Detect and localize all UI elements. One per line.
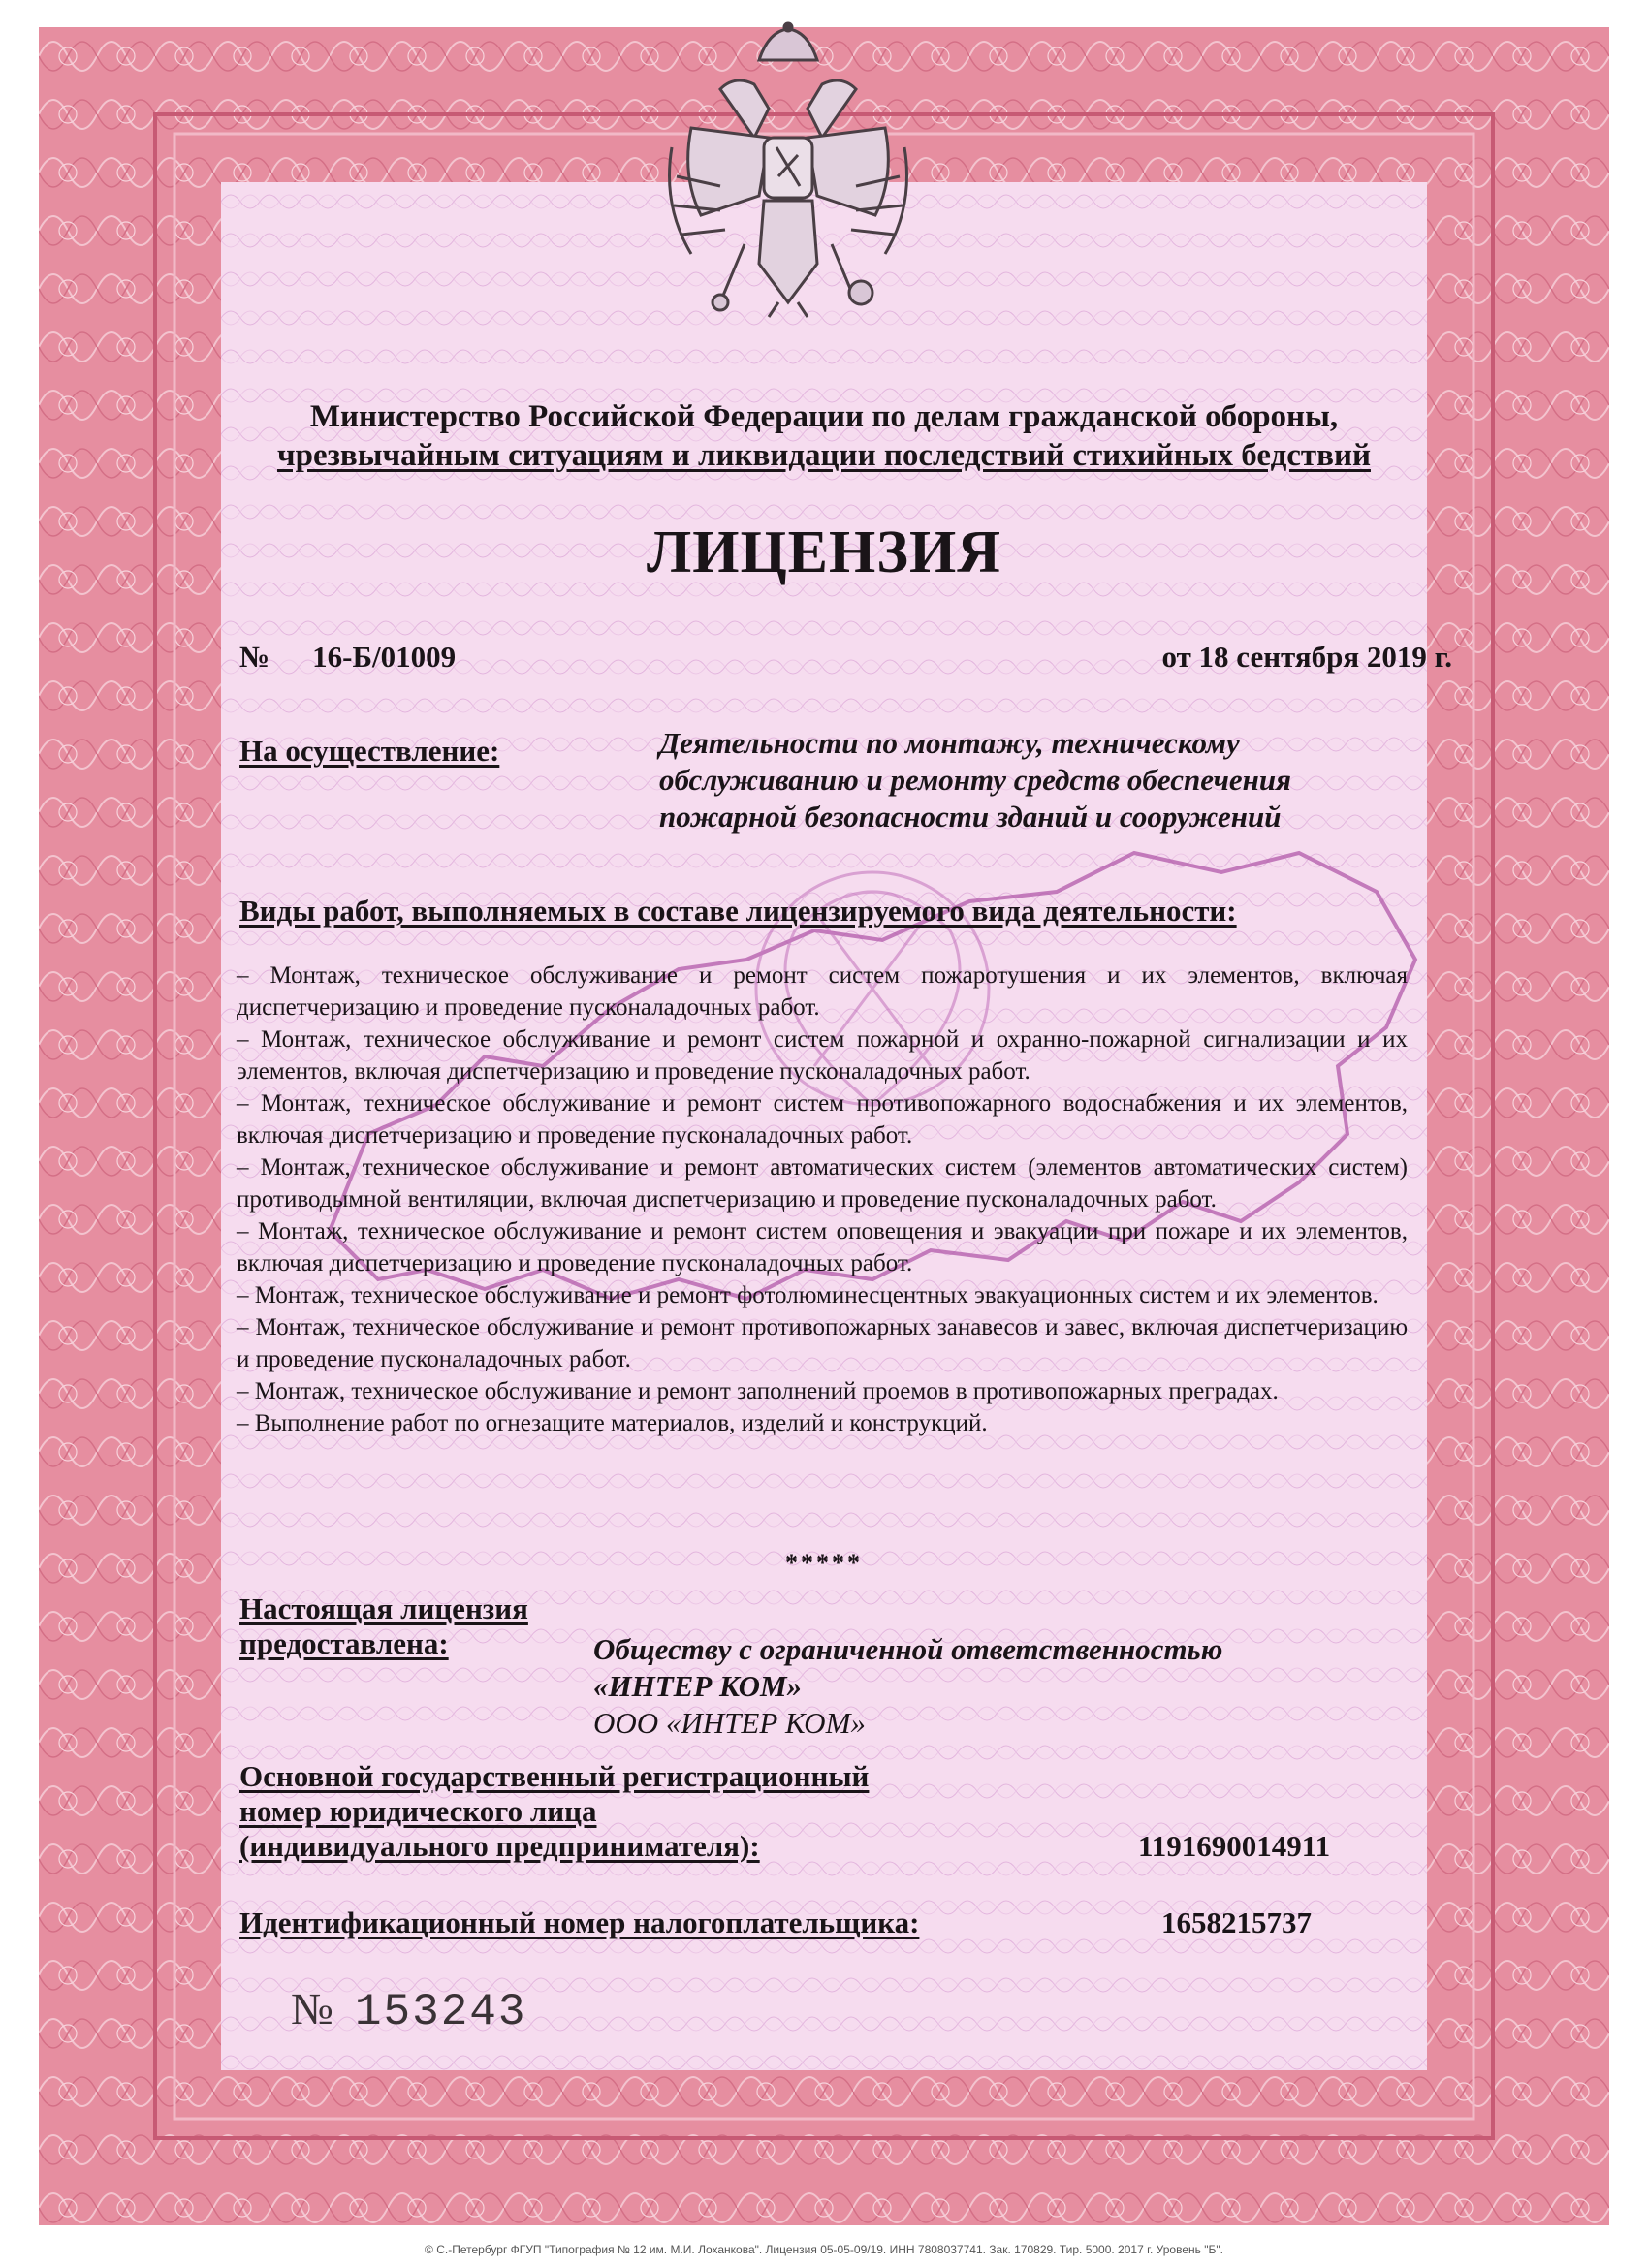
holder-full-name: Обществу с ограниченной ответственностью — [593, 1632, 1223, 1666]
work-item: – Монтаж, техническое обслуживание и ремонт заполнений проемов в противопожарных преградах. — [237, 1378, 1279, 1404]
granted-label — [239, 1591, 528, 1661]
blank-serial-number — [291, 1983, 527, 2037]
ministry-line-1: Министерство Российской Федерации по делам гражданской обороны, — [309, 399, 1339, 434]
purpose-text — [659, 725, 1396, 835]
number-sign: № — [239, 640, 270, 674]
ministry-line-2: чрезвычайным ситуациям и ликвидации последствий стихийных бедствий — [277, 438, 1371, 473]
granted-label-line: Настоящая лицензия — [239, 1591, 528, 1625]
ogrn-label-line: Основной государственный регистрационный — [239, 1759, 870, 1793]
granted-label-line: предоставлена: — [239, 1626, 449, 1660]
inn-label: Идентификационный номер налогоплательщика: — [239, 1906, 920, 1939]
serial-value: 153243 — [354, 1987, 527, 2037]
holder-short-name: ООО «ИНТЕР КОМ» — [593, 1706, 866, 1740]
work-item: – Монтаж, техническое обслуживание и ремонт автоматических систем (элементов автоматических систем) противодымной вентиляции, включая диспетчеризацию и проведение пусконаладочных работ. — [237, 1154, 1408, 1213]
purpose-line: Деятельности по монтажу, техническому — [659, 726, 1240, 760]
ministry-header — [242, 397, 1406, 475]
work-item: – Монтаж, техническое обслуживание и ремонт систем пожарной и охранно-пожарной сигнализации и их элементов, включая диспетчеризацию и проведение пусконаладочных работ. — [237, 1026, 1408, 1085]
license-holder — [593, 1631, 1222, 1742]
works-list — [237, 960, 1408, 1439]
work-item: – Монтаж, техническое обслуживание и ремонт систем пожаротушения и их элементов, включая диспетчеризацию и проведение пусконаладочных работ. — [237, 962, 1408, 1021]
purpose-line: пожарной безопасности зданий и сооружений — [659, 800, 1282, 834]
work-item: – Выполнение работ по огнезащите материалов, изделий и конструкций. — [237, 1410, 988, 1436]
work-item: – Монтаж, техническое обслуживание и ремонт систем противопожарного водоснабжения и их элементов, включая диспетчеризацию и проведение пусконаладочных работ. — [237, 1090, 1408, 1149]
license-number — [239, 640, 456, 675]
license-date: от 18 сентября 2019 г. — [1161, 640, 1452, 674]
license-number-value: 16-Б/01009 — [312, 640, 457, 674]
inn-value: 1658215737 — [1161, 1906, 1312, 1939]
works-title: Виды работ, выполняемых в составе лицензируемого вида деятельности: — [239, 894, 1237, 928]
document-title: ЛИЦЕНЗИЯ — [647, 520, 1001, 585]
printer-imprint: © С.-Петербург ФГУП "Типография № 12 им. М.И. Лоханкова". Лицензия 05-05-09/19. ИНН 7808037741. Зак. 170829. Тир. 5000. 2017 г. Уровень "Б". — [425, 2243, 1223, 2256]
holder-name-quoted: «ИНТЕР КОМ» — [593, 1669, 803, 1703]
separator-stars: ***** — [785, 1549, 863, 1577]
work-item: – Монтаж, техническое обслуживание и ремонт систем оповещения и эвакуации при пожаре и их элементов, включая диспетчеризацию и проведение пусконаладочных работ. — [237, 1218, 1408, 1276]
purpose-line: обслуживанию и ремонту средств обеспечения — [659, 763, 1292, 797]
serial-sign: № — [291, 1984, 335, 2033]
ogrn-label-line: номер юридического лица — [239, 1794, 597, 1828]
purpose-label: На осуществление: — [239, 734, 500, 768]
work-item: – Монтаж, техническое обслуживание и ремонт фотолюминесцентных эвакуационных систем и их элементов. — [237, 1282, 1379, 1308]
ogrn-value: 1191690014911 — [1138, 1829, 1331, 1863]
ogrn-label-line: (индивидуального предпринимателя): — [239, 1829, 760, 1863]
work-item: – Монтаж, техническое обслуживание и ремонт противопожарных занавесов и завес, включая диспетчеризацию и проведение пусконаладочных работ. — [237, 1314, 1408, 1372]
ogrn-label — [239, 1759, 869, 1864]
